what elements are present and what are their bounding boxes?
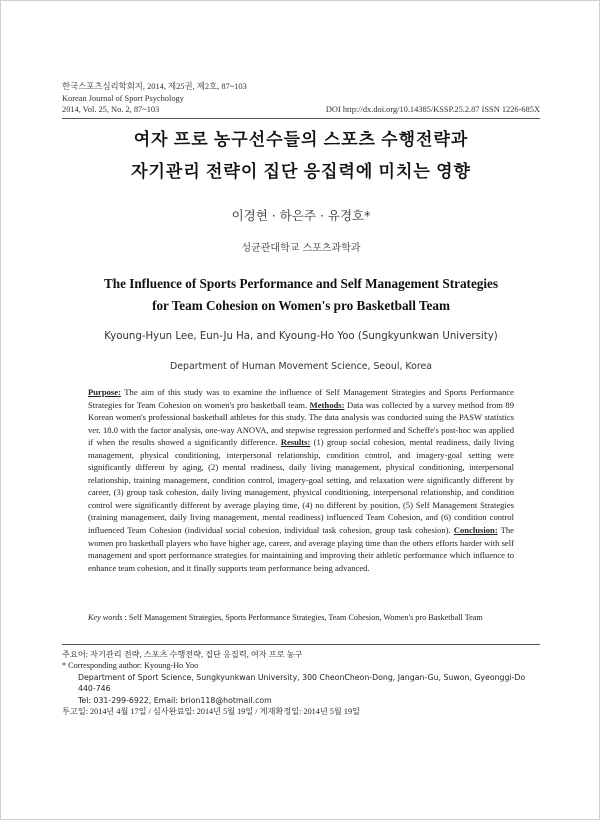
corresponding-author: * Corresponding author: Kyoung-Ho Yoo	[62, 661, 199, 671]
affiliation-ko: 성균관대학교 스포츠과학과	[241, 243, 361, 254]
keywords-text: : Self Management Strategies, Sports Performance Strategies, Team Cohesion, Women's pro Basketball Team	[122, 613, 483, 622]
methods-label: Methods:	[309, 399, 345, 410]
journal-name-ko: 한국스포츠심리학회지, 2014, 제25권, 제2호, 87~103	[62, 82, 247, 91]
purpose-label: Purpose:	[88, 387, 121, 397]
purpose-text: The aim of this study was to examine the influence of Self Management Strategies and Sports Performance Strategies for Team Cohesion on women's pro basketball team.	[88, 387, 514, 410]
volume-info: 2014, Vol. 25, No. 2, 87~103	[62, 105, 160, 114]
abstract	[88, 386, 514, 574]
journal-name-en: Korean Journal of Sport Psychology	[62, 93, 184, 103]
methods-text: Data was collected by a survey method from 89 Korean women's professional basketball athletes for this study. The data analysis was conducted suing the PASW statistics ver. 18.0 with the factor analysis, one-way ANOVA, and stepwise regression performed and Scheffe's post-hoc was applied if when the results showed a significantly difference.	[88, 399, 514, 448]
conclusion-text: The women pro basketball players who have higher age, career, and average playing time than the others efforts harder with self management and sport performance strategies for maintaining and improving their athletic performance which influence to enhance team cohesion, and it finally supports team performance being advanced.	[88, 525, 514, 573]
journal-header	[62, 81, 540, 116]
authors-en: Kyoung-Hyun Lee, Eun-Ju Ha, and Kyoung-Ho Yoo (Sungkyunkwan University)	[104, 331, 498, 342]
keywords-ko: 주요어: 자기관리 전략, 스포츠 수행전략, 집단 응집력, 여자 프로 농구	[62, 650, 303, 659]
doi-issn: DOI http://dx.doi.org/10.14385/KSSP.25.2.87 ISSN 1226-685X	[325, 105, 540, 114]
submission-dates: 투고일: 2014년 4월 17일 / 심사완료일: 2014년 5월 19일 / 게재확정일: 2014년 5월 19일	[62, 707, 360, 717]
results-text: (1) group social cohesion, mental readiness, daily living management, physical conditioning, interpersonal relationship, condition control, and imagery-goal setting were significantly different by aging, (2) mental readiness, daily living management, physical conditioning, interpersonal relationship, training management, condition control, imagery-goal setting, and relaxation were significantly different by career, (3) group task cohesion, daily living management, physical conditioning, interpersonal relationship, and condition control were significantly different by average playing time, (4) no different by position, (5) Self Management Strategies (training management, daily living management, mental readiness) influenced Team Cohesion, and (6) condition control influenced Team Cohesion (individual social cohesion, individual task cohesion, group task cohesion).	[88, 437, 514, 536]
author-contact: Tel: 031-299-6922, Email: brion118@hotmail.com	[78, 695, 272, 705]
title-en-line2: for Team Cohesion on Women's pro Basketball Team	[152, 298, 450, 313]
conclusion-label: Conclusion:	[453, 525, 498, 536]
authors-ko: 이경현 · 하은주 · 유경호*	[231, 208, 371, 223]
header-divider	[62, 118, 540, 119]
keywords-label: Key words	[88, 613, 123, 622]
title-en-line1: The Influence of Sports Performance and Self Management Strategies	[103, 276, 499, 291]
footnotes	[62, 649, 542, 717]
keywords	[88, 613, 528, 622]
affiliation-en: Department of Human Movement Science, Seoul, Korea	[170, 361, 432, 372]
results-label: Results:	[280, 437, 311, 448]
title-ko-line1: 여자 프로 농구선수들의 스포츠 수행전략과	[133, 130, 469, 149]
footnote-divider	[62, 644, 540, 645]
title-ko-line2: 자기관리 전략이 집단 응집력에 미치는 영향	[131, 162, 471, 181]
author-address: Department of Sport Science, Sungkyunkwan University, 300 CheonCheon-Dong, Jangan-Gu, Suwon, Gyeonggi-Do 440-746	[78, 672, 526, 694]
